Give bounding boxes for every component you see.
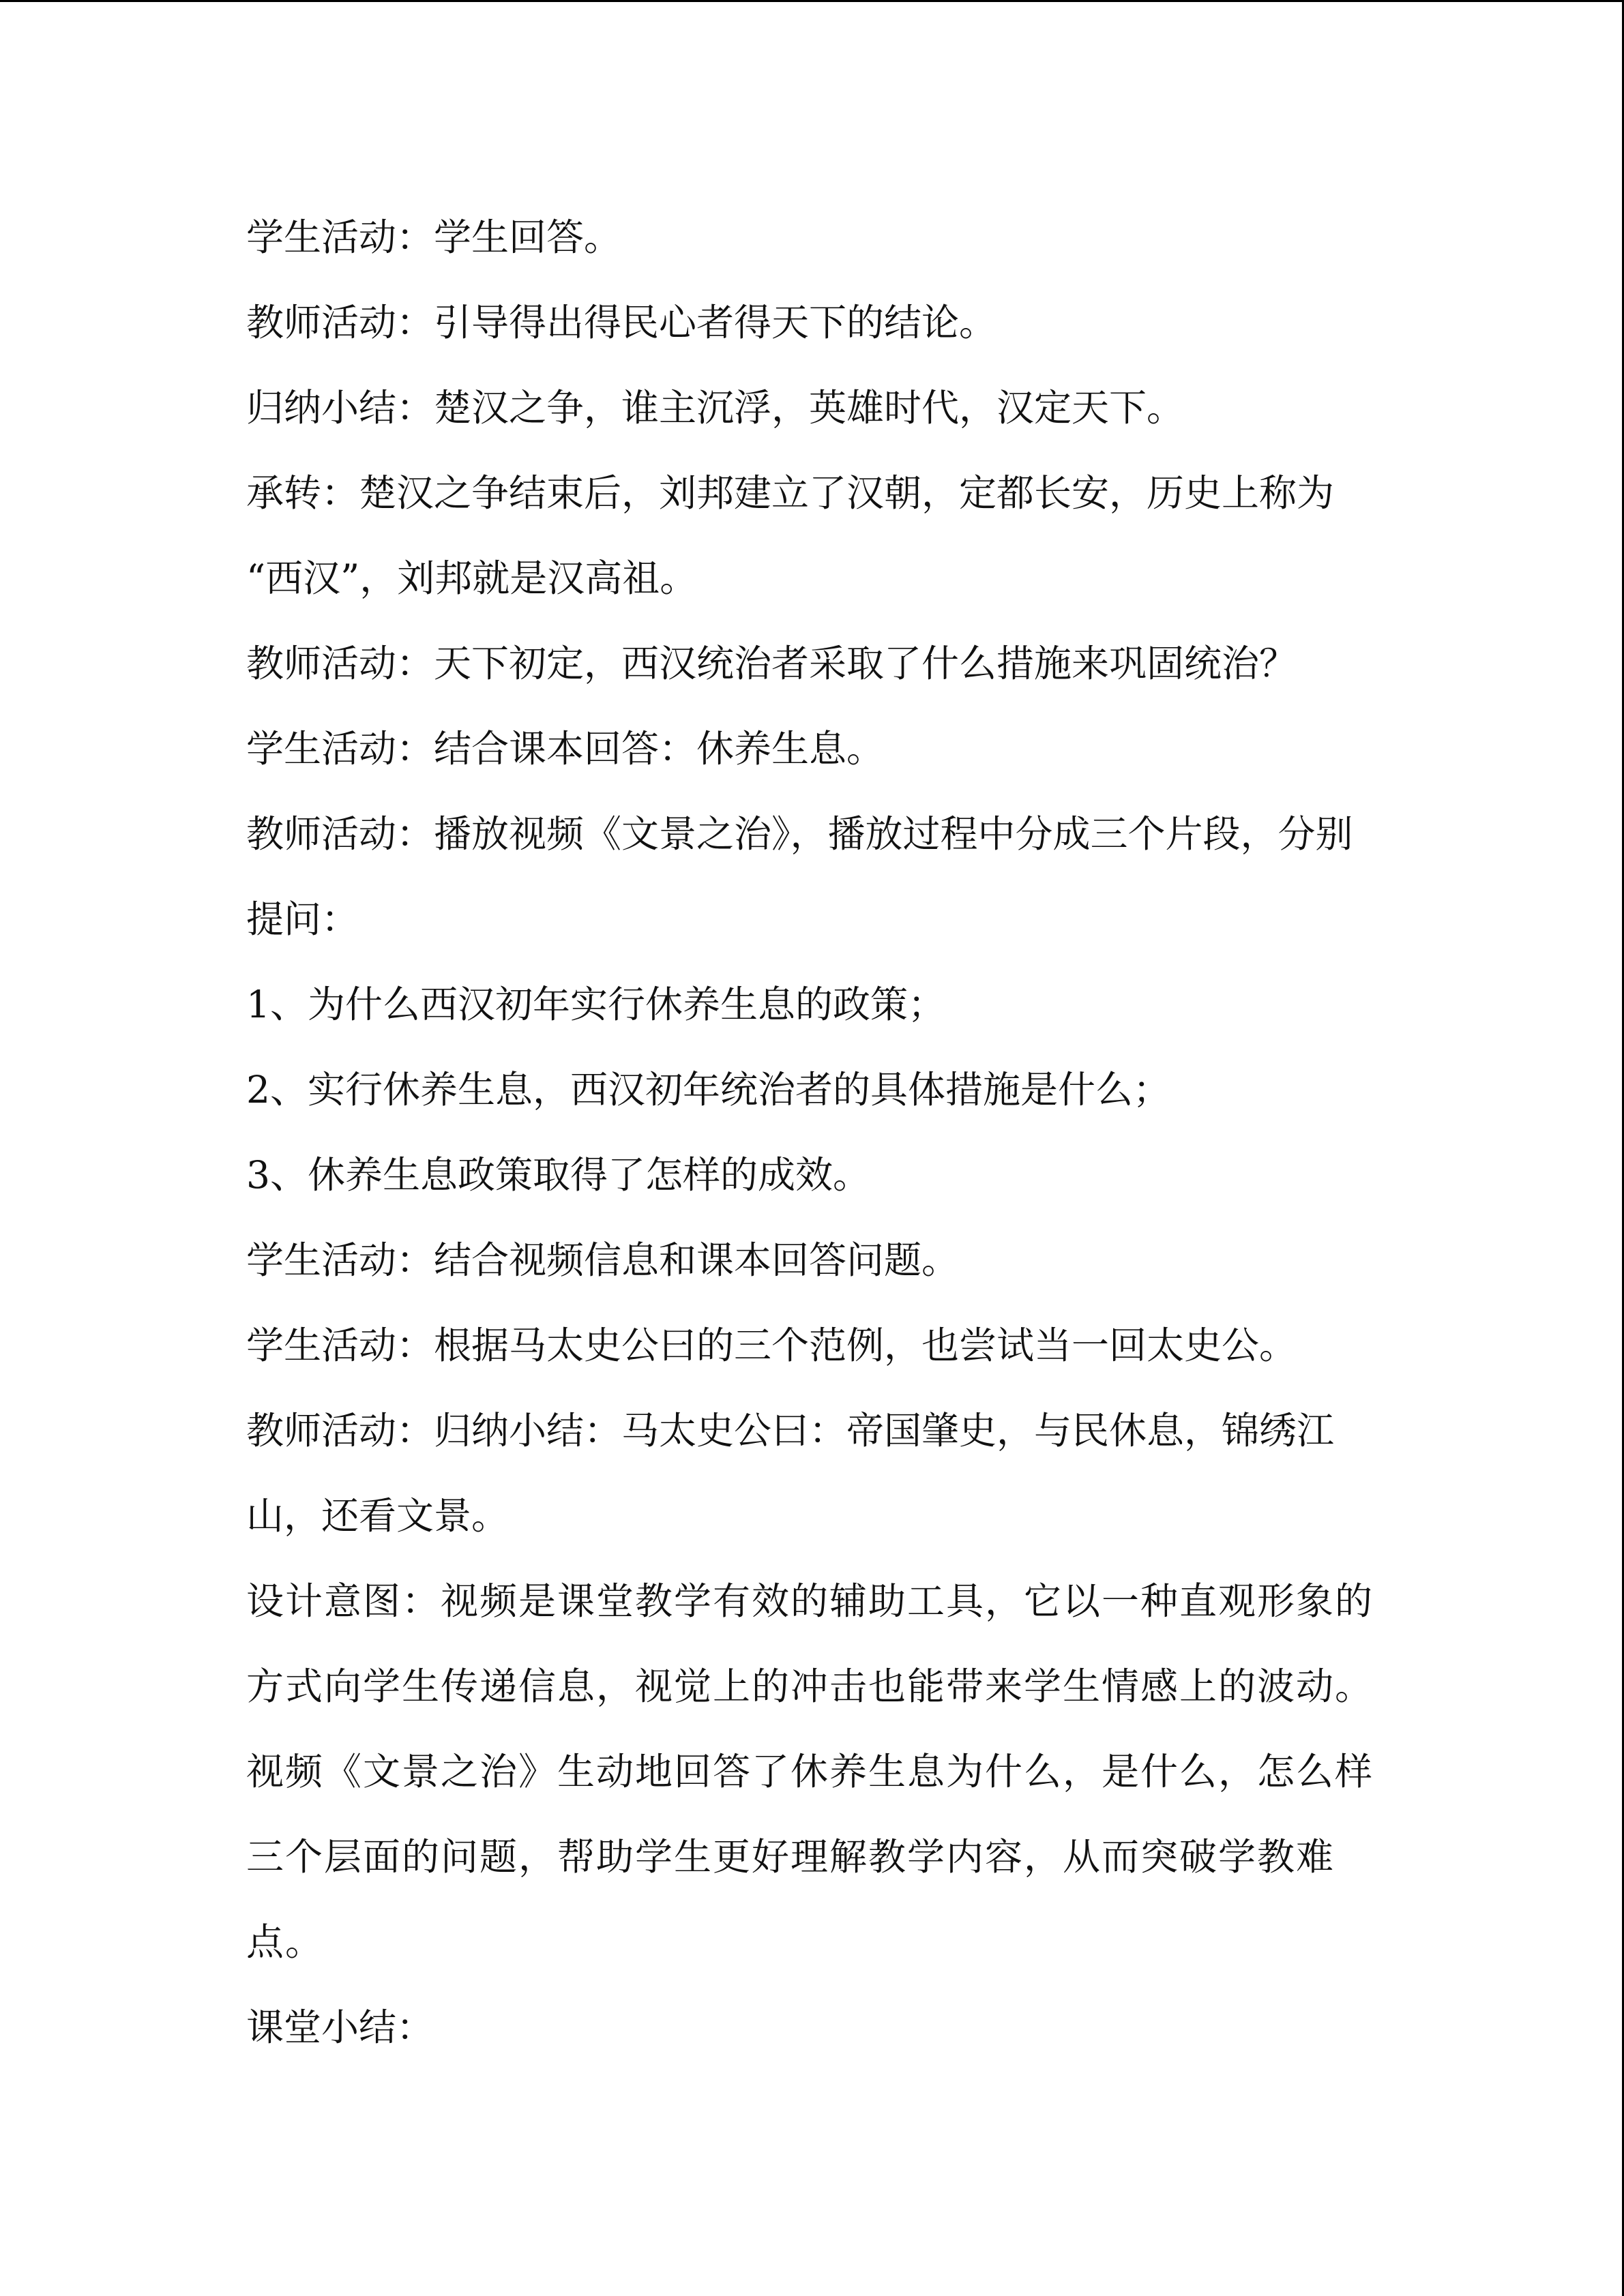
design-intent-line: 三个层面的问题，帮助学生更好理解教学内容，从而突破学教难 [246,1835,1335,1879]
student-activity-line: 学生活动：学生回答。 [246,215,622,259]
question-item: 2、实行休养生息，西汉初年统治者的具体措施是什么； [246,1068,1170,1112]
teacher-activity-line-continued: 山，还看文景。 [246,1494,510,1538]
class-summary-heading: 课堂小结： [246,2006,434,2049]
question-item: 3、休养生息政策取得了怎样的成效。 [246,1153,870,1197]
student-activity-line: 学生活动：结合视频信息和课本回答问题。 [246,1238,960,1282]
design-intent-line: 视频《文景之治》生动地回答了休养生息为什么，是什么，怎么样 [246,1750,1374,1793]
teacher-activity-line-continued: 提问： [246,897,359,941]
student-activity-line: 学生活动：根据马太史公曰的三个范例，也尝试当一回太史公。 [246,1324,1297,1367]
teacher-activity-line: 教师活动：播放视频《文景之治》，播放过程中分成三个片段，分别 [246,812,1353,856]
design-intent-line: 设计意图：视频是课堂教学有效的辅助工具，它以一种直观形象的 [246,1579,1374,1623]
question-item: 1、为什么西汉初年实行休养生息的政策； [246,983,945,1026]
teacher-activity-line: 教师活动：天下初定，西汉统治者采取了什么措施来巩固统治？ [246,642,1297,685]
design-intent-line: 方式向学生传递信息，视觉上的冲击也能带来学生情感上的波动。 [246,1665,1374,1708]
teacher-activity-line: 教师活动：归纳小结：马太史公曰：帝国肇史，与民休息，锦绣江 [246,1409,1335,1452]
summary-line: 归纳小结：楚汉之争，谁主沉浮，英雄时代，汉定天下。 [246,386,1185,430]
teacher-activity-line: 教师活动：引导得出得民心者得天下的结论。 [246,301,997,344]
transition-line-continued: “西汉”，刘邦就是汉高祖。 [246,556,698,600]
student-activity-line: 学生活动：结合课本回答：休养生息。 [246,727,885,771]
transition-line: 承转：楚汉之争结束后，刘邦建立了汉朝，定都长安，历史上称为 [246,471,1335,515]
design-intent-line: 点。 [246,1920,325,1964]
